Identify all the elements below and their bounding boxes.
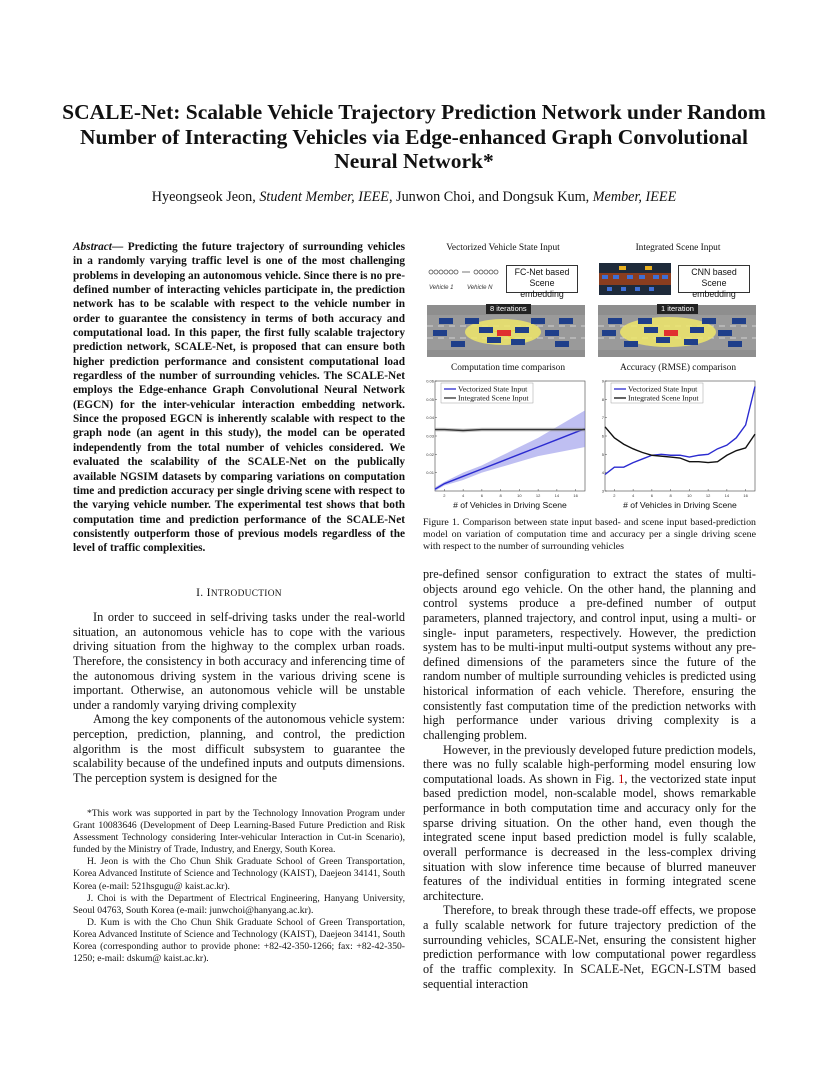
x-tick-label: 12 <box>535 493 541 498</box>
x-tick-label: 14 <box>554 493 560 498</box>
chart-2-title: Accuracy (RMSE) comparison <box>619 363 737 373</box>
legend-label-1: Integrated Scene Input <box>628 393 699 403</box>
x-tick-label: 4 <box>462 493 465 498</box>
accuracy-rmse-chart <box>593 375 761 513</box>
footnotes <box>73 808 405 965</box>
legend-label-1: Integrated Scene Input <box>458 393 529 403</box>
intro-paragraph-1: In order to succeed in self-driving tasks under the real-world situation, an autonomous vehicle has to cope with the various driving situation from the highway to the complex urban roads. Therefore, the consistency in both accuracy and inferencing time of the autonomous driving system in the various driving scene is important. Otherwise, an autonomous vehicle will be unstable under a randomly varying driving complexity <box>73 610 405 712</box>
author-3-role: Member, IEEE <box>592 189 677 205</box>
fc-net-embedding-box <box>506 265 578 299</box>
left-panel-title: Vectorized Vehicle State Input <box>446 243 560 253</box>
x-tick-label: 2 <box>443 493 446 498</box>
abstract-text: Predicting the future trajectory of surrounding vehicles in a randomly varying traffic level is one of the most challenging problems in developing an autonomous vehicle. Since there is no pre-defined number of interacting vehicles participate in, the prediction network has to be scalable with respect to the vehicle number in order to guarantee the consistency in terms of both accuracy and computational load. In this paper, the first fully scalable trajectory prediction network, SCALE-Net, is proposed that can ensure both higher prediction performance and consistent computational load regardless of the number of surrounding vehicles. The SCALE-Net employs the Edge-enhance Graph Convolutional Neural Network (EGCN) for the inter-vehicular interaction embedding network. Since the proposed EGCN is inherently scalable with respect to the graph node (an agent in this study), the model can be operated independently from the total number of vehicles considered. We evaluated the scalability of the SCALE-Net on the publically available NGSIM datasets by comparing variations on computation time and prediction accuracy per single driving scene with respect to the varying vehicle number. The experimental test shows that both computation time and prediction performance of the SCALE-Net consistently outperform those of previous models regardless of the level of traffic complexities. <box>73 241 406 555</box>
figure-1 <box>423 243 758 513</box>
x-tick-label: 10 <box>687 493 692 498</box>
right-panel-title: Integrated Scene Input <box>635 243 721 253</box>
right-paragraph-2a: However, in the previously developed future prediction models, there was no fully scalable high-performing model ensuring low computational loads. As shown in Fig. <box>423 742 756 786</box>
y-tick-label: 0.05 <box>426 396 434 402</box>
y-tick-label: 5 <box>601 451 604 457</box>
right-iterations-badge: 1 iteration <box>657 304 698 314</box>
right-paragraph-2b: , the vectorized state input based prediction model, non-scalable model, shows remarkable performance in both computation time and accuracy only for the sparse driving situation. On the other hand, even though the integrated scene input based prediction model is fully scalable, overall performance is decreased in the less-complex driving situation with slow inference time because of blurred maneuver features of the individual entities in forming integrated scene architecture. <box>423 771 756 903</box>
right-paragraph-3: Therefore, to break through these trade-off effects, we propose a fully scalable network for future trajectory prediction of the surrounding vehicles, SCALE-Net, ensuring the consistent higher prediction performance with low computational power regardless of the traffic complexity. In SCALE-Net, EGCN-LSTM based sequential interaction <box>423 903 756 991</box>
footnote-funding: *This work was supported in part by the Technology Innovation Program under Grant 10083646 (Development of Deep Learning-Based Future Prediction and Risk Assessment Technology considering Inter-vehicular Interaction in Cut-in Scenario), funded by the Ministry of Trade, Industry, and Energy, South Korea. <box>73 808 405 856</box>
x-axis-label: # of Vehicles in Driving Scene <box>453 500 567 510</box>
x-tick-label: 2 <box>613 493 616 498</box>
x-tick-label: 8 <box>669 493 672 498</box>
x-tick-label: 4 <box>632 493 635 498</box>
y-tick-label: 6 <box>601 433 604 439</box>
figure-caption: Figure 1. Comparison between state input based- and scene input based-prediction model on variation of computation time and accuracy per a single driving scene with respect to the number of surrounding vehicles <box>423 517 756 553</box>
vehicle-1-label: Vehicle 1 <box>429 285 454 291</box>
footnote-kum: D. Kum is with the Cho Chun Shik Graduate School of Green Transportation, Korea Advanced Institute of Science and Technology (KAIST), Daejeon 34141, South Korea (corresponding author to provide phone: +82-42-350-1266; fax: +82-42-350-1250; e-mail: dskum@ kaist.ac.kr). <box>73 916 405 965</box>
figure-reference-link[interactable]: 1 <box>618 771 625 786</box>
y-tick-label: 7 <box>601 415 604 421</box>
author-2-3: , Junwon Choi, and Dongsuk Kum, <box>388 189 590 205</box>
y-tick-label: 0.01 <box>426 470 434 476</box>
fc-net-line-1: FC-Net based <box>514 267 570 277</box>
right-paragraph-2 <box>423 743 756 904</box>
y-tick-label: 0.02 <box>426 451 434 457</box>
cnn-line-2: Scene embedding <box>692 278 736 299</box>
chart-1-title: Computation time comparison <box>450 363 566 373</box>
x-tick-label: 12 <box>705 493 711 498</box>
fc-net-line-2: Scene embedding <box>520 278 564 299</box>
cnn-line-1: CNN based <box>691 267 737 277</box>
y-tick-label: 8 <box>601 396 604 402</box>
introduction-text <box>73 610 405 786</box>
section-heading <box>73 586 405 599</box>
right-column-text <box>423 567 756 991</box>
abstract-lead: Abstract <box>73 241 112 253</box>
author-line <box>40 189 788 206</box>
y-tick-label: 0.04 <box>426 415 434 421</box>
abstract-dash: — <box>111 241 128 253</box>
left-iterations-badge: 8 iterations <box>486 304 531 314</box>
legend-label-0: Vectorized State Input <box>628 384 698 394</box>
y-tick-label: 9 <box>601 378 604 384</box>
x-tick-label: 14 <box>724 493 730 498</box>
footnote-choi: J. Choi is with the Department of Electrical Engineering, Hanyang University, Seoul 04763, South Korea (e-mail: junwchoi@hanyang.ac.kr). <box>73 892 405 916</box>
legend-label-0: Vectorized State Input <box>458 384 528 394</box>
y-tick-label: 4 <box>601 470 604 476</box>
author-1: Hyeongseok Jeon, <box>151 189 256 205</box>
abstract <box>73 240 405 556</box>
series-1-line <box>605 427 755 463</box>
x-tick-label: 6 <box>650 493 653 498</box>
cnn-embedding-box <box>678 265 750 299</box>
right-paragraph-1: pre-defined sensor configuration to extract the states of multi-objects around ego vehicle. On the other hand, the planning and control systems produce a pre-defined number of output parameters, planned trajectory, and control input, using a multi- or single- input parameters, respectively. However, the prediction system has to be multi-input multi-output systems without any pre-defined dimensions of the parameters since the future of the random number of multiple surrounding vehicles is predicted using historical information of each vehicle. Therefore, ensuring the consistently fast computation time of the prediction networks with high performance under various driving complexity is a challenging problem. <box>423 567 756 742</box>
scene-raster-icon <box>599 263 671 295</box>
x-tick-label: 6 <box>480 493 483 498</box>
y-tick-label: 0.06 <box>426 378 434 384</box>
author-1-role: Student Member, IEEE <box>259 189 389 205</box>
y-tick-label: 3 <box>601 488 604 494</box>
x-axis-label: # of Vehicles in Driving Scene <box>623 500 737 510</box>
x-tick-label: 8 <box>499 493 502 498</box>
section-heading-text: I. INTRODUCTION <box>196 586 282 599</box>
x-tick-label: 10 <box>517 493 522 498</box>
paper-title: SCALE-Net: Scalable Vehicle Trajectory Prediction Network under Random Number of Interacting Vehicles via Edge-enhanced Graph Convolutional Neural Network* <box>62 100 766 173</box>
vehicle-n-label: Vehicle N <box>467 285 493 291</box>
x-tick-label: 16 <box>743 493 748 498</box>
x-tick-label: 16 <box>573 493 578 498</box>
intro-paragraph-2: Among the key components of the autonomous vehicle system: perception, prediction, planning, and control, the prediction algorithm is the most difficult subsystem to guarantee the scalability because of the undefined inputs and outputs dimensions. The perception system is designed for the <box>73 712 405 785</box>
footnote-jeon: H. Jeon is with the Cho Chun Shik Graduate School of Green Transportation, Korea Advanced Institute of Science and Technology (KAIST), Daejeon 34141, South Korea (e-mail: 521hsgugu@ kaist.ac.kr). <box>73 856 405 892</box>
y-tick-label: 0.03 <box>426 433 434 439</box>
vehicle-state-vectors-icon <box>427 265 517 279</box>
computation-time-chart <box>423 375 591 513</box>
